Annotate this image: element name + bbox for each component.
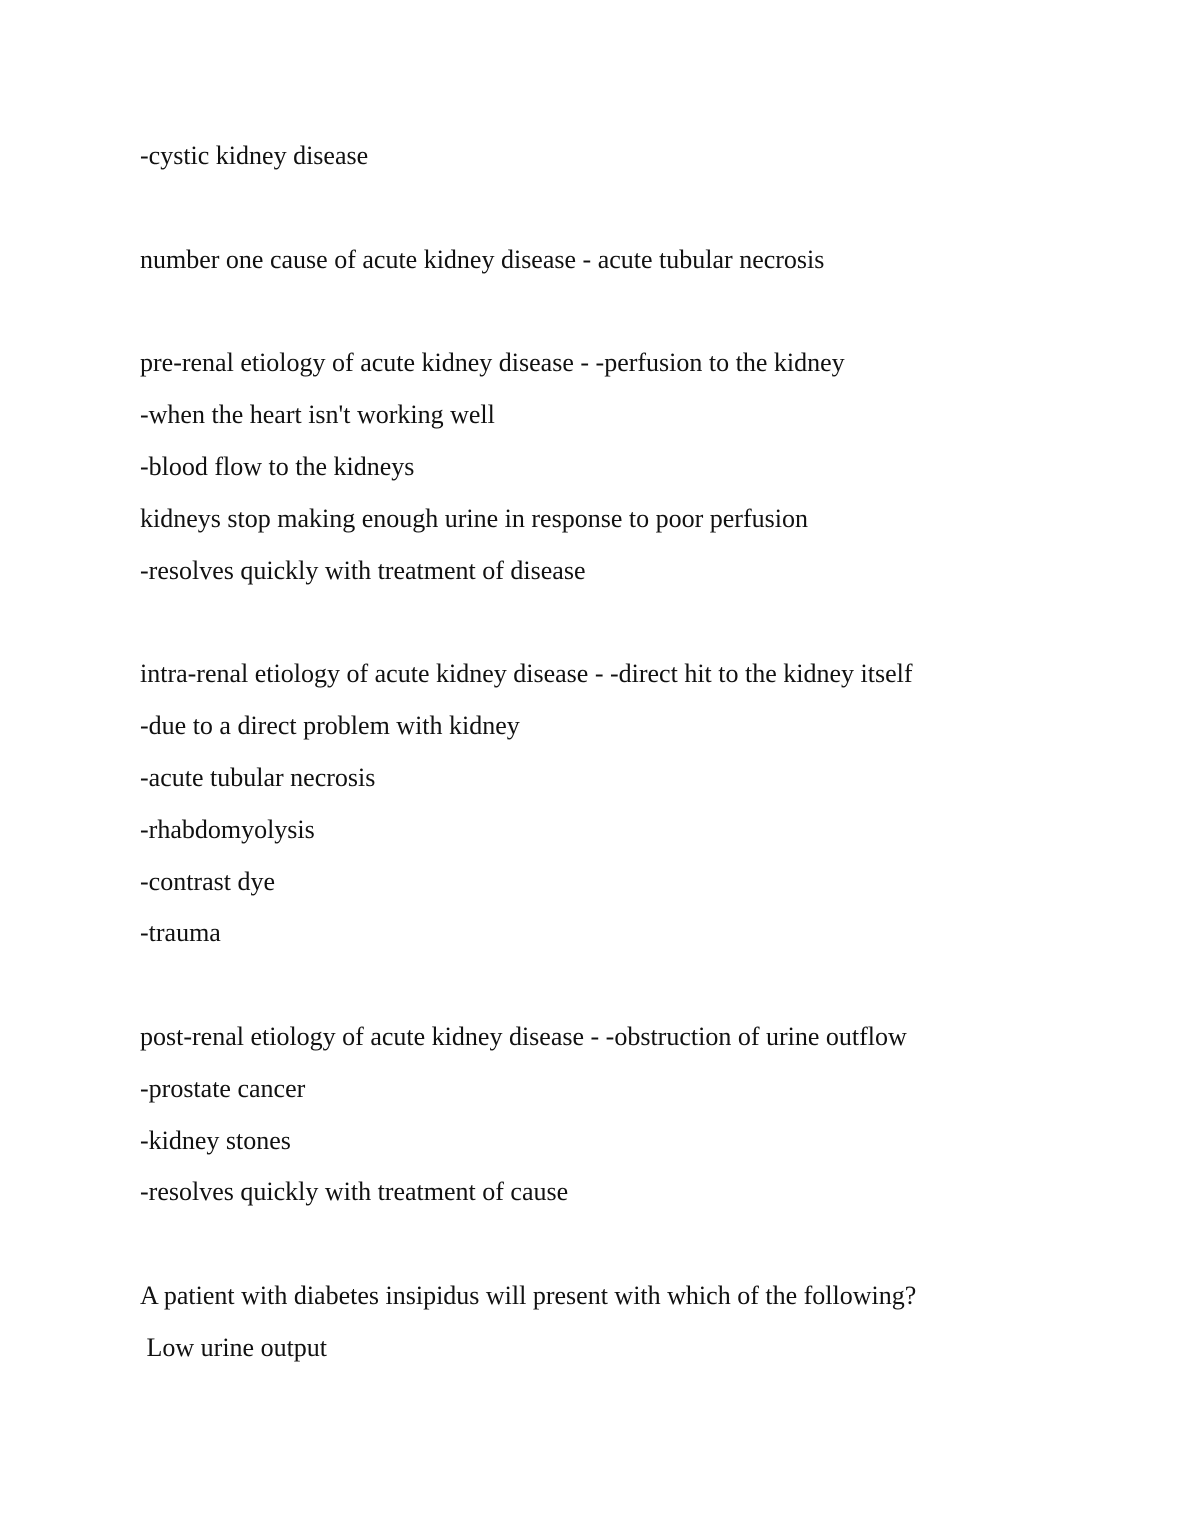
text-line-acute-tubular-necrosis: -acute tubular necrosis [140,763,376,792]
text-line-kidneys-stop: kidneys stop making enough urine in response to poor perfusion [140,504,808,533]
text-line-question: A patient with diabetes insipidus will present with which of the following? [140,1281,917,1310]
text-line-number-one-cause: number one cause of acute kidney disease - acute tubular necrosis [140,245,825,274]
text-line-post-renal-heading: post-renal etiology of acute kidney disease - -obstruction of urine outflow [140,1022,907,1051]
text-line-resolves-disease: -resolves quickly with treatment of disease [140,556,586,585]
text-line-prostate-cancer: -prostate cancer [140,1074,306,1103]
text-line-pre-renal-heading: pre-renal etiology of acute kidney disease - -perfusion to the kidney [140,348,845,377]
text-line-heart-not-working: -when the heart isn't working well [140,400,495,429]
text-line-direct-problem: -due to a direct problem with kidney [140,711,520,740]
text-line-cystic-kidney-disease: -cystic kidney disease [140,141,369,170]
text-line-trauma: -trauma [140,918,221,947]
text-line-rhabdomyolysis: -rhabdomyolysis [140,815,315,844]
text-line-resolves-cause: -resolves quickly with treatment of cause [140,1177,569,1206]
text-line-blood-flow: -blood flow to the kidneys [140,452,415,481]
text-line-contrast-dye: -contrast dye [140,867,276,896]
text-line-kidney-stones: -kidney stones [140,1126,291,1155]
text-line-answer-option: Low urine output [140,1333,328,1362]
text-line-intra-renal-heading: intra-renal etiology of acute kidney disease - -direct hit to the kidney itself [140,659,913,688]
